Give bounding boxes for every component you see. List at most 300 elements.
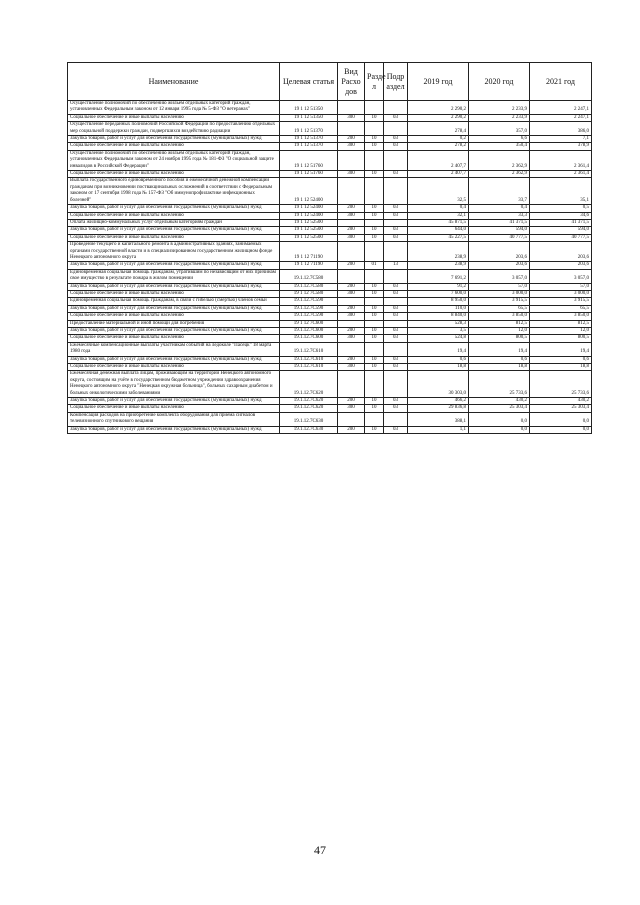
amount-2020: 812,5 [469,320,530,327]
row-name: Социальное обеспечение и иные выплаты населению [68,313,280,320]
target-article: 19.1.12.7С610 [280,364,338,371]
section [365,269,384,283]
amount-2019: 644,0 [408,227,469,234]
table-row [68,356,592,363]
target-article: 19.1.12.7С630 [280,412,338,426]
row-name: Закупка товаров, работ и услуг для обеспечения государственных (муниципальных) нужд [68,356,280,363]
amount-2021: 35,1 [530,178,592,205]
row-name: Закупка товаров, работ и услуг для обеспечения государственных (муниципальных) нужд [68,227,280,234]
row-name: Социальное обеспечение и иные выплаты населению [68,114,280,121]
amount-2021: 386,0 [530,122,592,136]
target-article: 19 1 12 71190 [280,262,338,269]
section: 10 [365,364,384,371]
amount-2020: 41 371,5 [469,219,530,226]
expense-type [338,101,365,115]
amount-2019: 2 407,7 [408,150,469,170]
table-row [68,283,592,290]
amount-2019: 528,3 [408,320,469,327]
amount-2021: 2 361,4 [530,150,592,170]
target-article: 19 1 12 51370 [280,143,338,150]
amount-2019: 19,4 [408,342,469,356]
amount-2020: 0,0 [469,412,530,426]
table-row [68,114,592,121]
amount-2020: 12,0 [469,328,530,335]
expense-type [338,178,365,205]
subsection: 03 [384,328,408,335]
table-row [68,290,592,297]
row-name: Ежемесячные компенсационные выплаты участникам событий на ледоколе "Пасецк" 18 марта 1980 года [68,342,280,356]
amount-2020: 594,0 [469,227,530,234]
amount-2019: 30 303,0 [408,371,469,398]
amount-2019: 110,0 [408,305,469,312]
expense-type [338,298,365,305]
table-row [68,305,592,312]
amount-2020: 25 733,6 [469,371,530,398]
row-name: Выплата государственного единовременного пособия и ежемесячной денежной компенсации гражданам при возникновении поствакцинальных осложнений в соответствии с Федеральным законом от 17 сентября 1998 года № 157-ФЗ "Об иммунопрофилактике инфекционных болезней" [68,178,280,205]
target-article: 19.1.12.7С600 [280,335,338,342]
table-row [68,205,592,212]
row-name: Закупка товаров, работ и услуг для обеспечения государственных (муниципальных) нужд [68,328,280,335]
table-row [68,298,592,305]
row-name: Единовременная социальная помощь гражданам, в связи с гибелью (смертью) членов семьи [68,298,280,305]
subsection: 03 [384,356,408,363]
expense-type: 300 [338,405,365,412]
row-name: Проведение текущего и капитального ремонта в административных зданиях, занимаемых органами государственной власти и в специализированном государственном жилищном фонде Ненецкого автономного округа [68,242,280,262]
table-row [68,262,592,269]
subsection [384,178,408,205]
row-name: Закупка товаров, работ и услуг для обеспечения государственных (муниципальных) нужд [68,398,280,405]
table-row [68,212,592,219]
amount-2020: 57,0 [469,283,530,290]
target-article: 19.1.12.7С620 [280,371,338,398]
row-name: Социальное обеспечение и иные выплаты населению [68,290,280,297]
section: 10 [365,227,384,234]
table-header-row [68,63,592,101]
amount-2019: 7 600,0 [408,290,469,297]
section: 01 [365,262,384,269]
subsection: 03 [384,205,408,212]
amount-2021: 12,0 [530,328,592,335]
amount-2019: 91,2 [408,283,469,290]
amount-2019: 3,5 [408,328,469,335]
amount-2020: 350,4 [469,143,530,150]
expense-type [338,219,365,226]
subsection [384,342,408,356]
row-name: Закупка товаров, работ и услуг для обеспечения государственных (муниципальных) нужд [68,426,280,433]
amount-2019: 524,8 [408,335,469,342]
row-name: Социальное обеспечение и иные выплаты населению [68,335,280,342]
target-article: 19 1 12 51760 [280,150,338,170]
amount-2020: 40 777,5 [469,234,530,241]
subsection: 03 [384,171,408,178]
amount-2021: 3 850,0 [530,313,592,320]
subsection [384,150,408,170]
amount-2020: 2 233,9 [469,101,530,115]
row-name: Закупка товаров, работ и услуг для обеспечения государственных (муниципальных) нужд [68,205,280,212]
section [365,371,384,398]
target-article: 19 1 12 51370 [280,136,338,143]
amount-2019: 2 290,2 [408,114,469,121]
target-article: 19 1 12 51370 [280,122,338,136]
amount-2019: 238,9 [408,242,469,262]
section [365,219,384,226]
subsection: 03 [384,114,408,121]
row-name: Осуществление переданных полномочий Российской Федерации по предоставлению отдельных мер социальной поддержки граждан, подвергшихся воздействию радиации [68,122,280,136]
target-article: 19.1.12.7С610 [280,342,338,356]
header-section: Разде л [365,63,384,101]
expense-type: 200 [338,136,365,143]
section: 10 [365,205,384,212]
amount-2020: 0,6 [469,356,530,363]
expense-type: 300 [338,143,365,150]
amount-2020: 19,4 [469,342,530,356]
subsection [384,101,408,115]
subsection: 13 [384,262,408,269]
section [365,320,384,327]
row-name: Социальное обеспечение и иные выплаты населению [68,212,280,219]
table-body [68,101,592,434]
row-name: Компенсация расходов на приобретение комплекта оборудования для приёма сигналов телевизионного спутникового вещания [68,412,280,426]
target-article: 19.1.12.7С630 [280,426,338,433]
subsection [384,242,408,262]
subsection: 03 [384,405,408,412]
section: 10 [365,290,384,297]
target-article: 19.1.12.7С590 [280,305,338,312]
amount-2021: 3 057,0 [530,269,592,283]
section [365,412,384,426]
section: 10 [365,356,384,363]
target-article: 19 1 12 52400 [280,205,338,212]
amount-2019: 45 871,5 [408,219,469,226]
amount-2021: 7,1 [530,136,592,143]
amount-2021: 25 303,4 [530,405,592,412]
table-row [68,242,592,262]
subsection: 03 [384,143,408,150]
table-row [68,320,592,327]
amount-2020: 6,6 [469,136,530,143]
amount-2021: 41 371,5 [530,219,592,226]
table-row [68,101,592,115]
expense-type: 300 [338,313,365,320]
budget-table [67,62,592,434]
section: 10 [365,328,384,335]
expense-type: 200 [338,283,365,290]
amount-2021: 594,0 [530,227,592,234]
table-row [68,178,592,205]
amount-2019: 8 950,0 [408,298,469,305]
amount-2021: 2 247,1 [530,101,592,115]
amount-2021: 0,0 [530,412,592,426]
expense-type: 200 [338,398,365,405]
expense-type [338,371,365,398]
header-name: Наименование [68,63,280,101]
row-name: Осуществление полномочий по обеспечению жильем отдельных категорий граждан, установленных Федеральным законом от 24 ноября 1995 года № 181-ФЗ "О социальной защите инвалидов в Российской Федерации" [68,150,280,170]
amount-2019: 18,8 [408,364,469,371]
table-row [68,371,592,398]
amount-2019: 2 290,2 [408,101,469,115]
amount-2020: 800,5 [469,335,530,342]
amount-2019: 0,2 [408,136,469,143]
expense-type: 200 [338,356,365,363]
row-name: Ежемесячная денежная выплата лицам, проживающим на территории Ненецкого автономного округа, состоящим на учёте в государственном бюджетном учреждении здравоохранения Ненецкого автономного округа "Ненецкая окружная больница", больных сахарным диабетом и больных онкологическими заболеваниями [68,371,280,398]
subsection: 03 [384,227,408,234]
table-row [68,150,592,170]
subsection: 03 [384,335,408,342]
amount-2019: 238,9 [408,262,469,269]
section [365,178,384,205]
section: 10 [365,405,384,412]
row-name: Закупка товаров, работ и услуг для обеспечения государственных (муниципальных) нужд [68,305,280,312]
table-row [68,426,592,433]
section: 10 [365,114,384,121]
amount-2019: 8 840,0 [408,313,469,320]
target-article: 19.1.12.7С580 [280,283,338,290]
section [365,342,384,356]
subsection: 03 [384,313,408,320]
amount-2021: 0,0 [530,426,592,433]
section: 10 [365,143,384,150]
amount-2019: 1,1 [408,426,469,433]
target-article: 19 1 12 52400 [280,212,338,219]
amount-2020: 33,7 [469,178,530,205]
amount-2020: 203,6 [469,242,530,262]
section: 10 [365,212,384,219]
target-article: 19.1.12.7С600 [280,328,338,335]
header-2020: 2020 год [469,63,530,101]
section: 10 [365,313,384,320]
target-article: 19 1 12 7С580 [280,290,338,297]
amount-2019: 278,4 [408,122,469,136]
section: 10 [365,283,384,290]
section: 10 [365,426,384,433]
row-name: Социальное обеспечение и иные выплаты населению [68,405,280,412]
subsection: 03 [384,212,408,219]
target-article: 19 1 12 7С600 [280,320,338,327]
amount-2021: 2 361,4 [530,171,592,178]
amount-2021: 0,6 [530,356,592,363]
row-name: Социальное обеспечение и иные выплаты населению [68,143,280,150]
expense-type: 200 [338,426,365,433]
table-row [68,136,592,143]
table-row [68,171,592,178]
amount-2020: 2 233,9 [469,114,530,121]
expense-type: 200 [338,328,365,335]
row-name: Социальное обеспечение и иные выплаты населению [68,234,280,241]
amount-2021: 25 733,6 [530,371,592,398]
expense-type: 300 [338,171,365,178]
table-row [68,364,592,371]
target-article: 19 1 12 52500 [280,227,338,234]
amount-2019: 45 227,5 [408,234,469,241]
amount-2021: 203,6 [530,242,592,262]
expense-type: 300 [338,290,365,297]
amount-2019: 278,2 [408,143,469,150]
row-name: Предоставление материальной и иной помощи для погребения [68,320,280,327]
target-article: 19 1 12 52400 [280,178,338,205]
amount-2020: 3 850,0 [469,313,530,320]
amount-2021: 18,8 [530,364,592,371]
target-article: 19.1.12.7С620 [280,405,338,412]
table-row [68,234,592,241]
target-article: 19.1.12.7С610 [280,356,338,363]
target-article: 19 1 12 51350 [280,101,338,115]
subsection [384,122,408,136]
expense-type: 300 [338,212,365,219]
expense-type: 200 [338,305,365,312]
amount-2020: 357,0 [469,122,530,136]
amount-2021: 19,4 [530,342,592,356]
subsection: 03 [384,426,408,433]
table-row [68,219,592,226]
table-row [68,412,592,426]
amount-2020: 33,3 [469,212,530,219]
table-row [68,335,592,342]
target-article: 19.1.12.7С620 [280,398,338,405]
amount-2019: 0,6 [408,356,469,363]
amount-2019: 466,2 [408,398,469,405]
header-expense-type: Вид Расхо дов [338,63,365,101]
section [365,150,384,170]
header-2019: 2019 год [408,63,469,101]
table-row [68,342,592,356]
expense-type: 300 [338,234,365,241]
row-name: Осуществление полномочий по обеспечению жильем отдельных категорий граждан, установленных Федеральным законом от 12 января 1995 года № 5-ФЗ "О ветеранах" [68,101,280,115]
target-article: 19.1.12.7С590 [280,313,338,320]
subsection [384,298,408,305]
subsection: 03 [384,234,408,241]
expense-type: 300 [338,335,365,342]
expense-type: 200 [338,205,365,212]
amount-2020: 203,6 [469,262,530,269]
amount-2021: 3 000,0 [530,290,592,297]
expense-type: 300 [338,364,365,371]
amount-2020: 430,2 [469,398,530,405]
subsection [384,371,408,398]
header-subsection: Подр аздел [384,63,408,101]
amount-2021: 378,9 [530,143,592,150]
row-name: Закупка товаров, работ и услуг для обеспечения государственных (муниципальных) нужд [68,136,280,143]
subsection: 03 [384,283,408,290]
target-article: 19.1.12.7С580 [280,269,338,283]
amount-2020: 0,0 [469,426,530,433]
amount-2020: 18,8 [469,364,530,371]
subsection [384,269,408,283]
amount-2020: 65,5 [469,305,530,312]
amount-2020: 2 362,9 [469,150,530,170]
subsection: 03 [384,398,408,405]
row-name: Оплата жилищно-коммунальных услуг отдельным категориям граждан [68,219,280,226]
expense-type [338,150,365,170]
expense-type [338,242,365,262]
section [365,101,384,115]
subsection [384,412,408,426]
amount-2020: 3 915,5 [469,298,530,305]
target-article: 19 1 12 51760 [280,171,338,178]
section [365,242,384,262]
subsection: 03 [384,136,408,143]
subsection [384,219,408,226]
expense-type [338,412,365,426]
expense-type [338,342,365,356]
table-row [68,405,592,412]
subsection: 03 [384,305,408,312]
target-article: 19 1 12 52500 [280,234,338,241]
amount-2021: 812,5 [530,320,592,327]
amount-2020: 3 000,0 [469,290,530,297]
amount-2019: 32,1 [408,212,469,219]
expense-type [338,269,365,283]
expense-type: 300 [338,114,365,121]
row-name: Закупка товаров, работ и услуг для обеспечения государственных (муниципальных) нужд [68,283,280,290]
table-row [68,227,592,234]
table-row [68,122,592,136]
amount-2021: 34,6 [530,212,592,219]
section: 10 [365,234,384,241]
amount-2019: 388,1 [408,412,469,426]
amount-2021: 2 247,1 [530,114,592,121]
subsection [384,320,408,327]
row-name: Социальное обеспечение и иные выплаты населению [68,171,280,178]
amount-2019: 7 691,2 [408,269,469,283]
row-name: Единовременная социальная помощь гражданам, утратившим по независящим от них причинам свое имущество в результате пожара в жилом помещении [68,269,280,283]
target-article: 19.1.12.7С590 [280,298,338,305]
section: 10 [365,335,384,342]
amount-2019: 32,5 [408,178,469,205]
target-article: 19 1 12 71190 [280,242,338,262]
amount-2019: 2 407,7 [408,171,469,178]
section: 10 [365,136,384,143]
amount-2021: 0,5 [530,205,592,212]
section: 10 [365,305,384,312]
expense-type: 200 [338,262,365,269]
amount-2021: 57,0 [530,283,592,290]
amount-2020: 25 303,4 [469,405,530,412]
page-number: 47 [314,843,326,857]
table-row [68,143,592,150]
target-article: 19 1 12 51350 [280,114,338,121]
section [365,298,384,305]
header-2021: 2021 год [530,63,592,101]
target-article: 19 1 12 52500 [280,219,338,226]
amount-2021: 800,5 [530,335,592,342]
subsection: 03 [384,290,408,297]
amount-2021: 3 915,5 [530,298,592,305]
row-name: Социальное обеспечение и иные выплаты населению [68,364,280,371]
section: 10 [365,171,384,178]
row-name: Закупка товаров, работ и услуг для обеспечения государственных (муниципальных) нужд [68,262,280,269]
amount-2020: 0,4 [469,205,530,212]
subsection: 03 [384,364,408,371]
table-row [68,313,592,320]
section [365,122,384,136]
amount-2020: 3 057,0 [469,269,530,283]
amount-2021: 65,5 [530,305,592,312]
expense-type [338,122,365,136]
table-row [68,328,592,335]
section: 10 [365,398,384,405]
amount-2021: 203,6 [530,262,592,269]
expense-type: 200 [338,227,365,234]
table-row [68,269,592,283]
expense-type [338,320,365,327]
amount-2021: 40 777,5 [530,234,592,241]
table-row [68,398,592,405]
header-target-article: Целевая статья [280,63,338,101]
amount-2019: 0,4 [408,205,469,212]
amount-2021: 430,2 [530,398,592,405]
amount-2019: 29 836,8 [408,405,469,412]
amount-2020: 2 362,9 [469,171,530,178]
